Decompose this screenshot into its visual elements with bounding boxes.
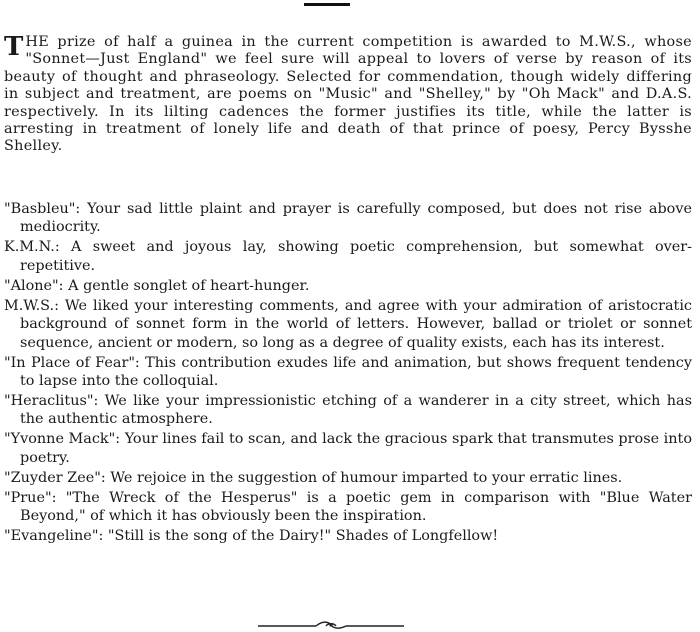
top-rule [304,3,350,6]
comment-mws: M.W.S.: We liked your interesting comments, and agree with your admiration of aristocratic background of sonnet form in the world of letters. However, ballad or triolet or sonnet sequence, ancient or modern, so long as a degree of quality exists, each has its interest. [4,297,692,351]
comment-evangeline: "Evangeline": "Still is the song of the Dairy!" Shades of Longfellow! [4,528,499,545]
ornament-divider [256,620,406,630]
comment-heraclitus: "Heraclitus": We like your impressionistic etching of a wanderer in a city street, which has the authentic atmosphere. [4,393,692,428]
comment-prue: "Prue": "The Wreck of the Hesperus" is a poetic gem in comparison with "Blue Water Beyond," of which it has obviously been the inspiration. [4,489,692,525]
intro-paragraph [4,34,692,156]
comment-zuyder-zee: "Zuyder Zee": We rejoice in the suggestion of humour imparted to your erratic lines. [4,469,623,486]
comment-basbleu: "Basbleu": Your sad little plaint and prayer is carefully composed, but does not rise above mediocrity. [4,201,692,236]
comment-in-place-of-fear: "In Place of Fear": This contribution exudes life and animation, but shows frequent tendency to lapse into the colloquial. [4,354,692,390]
intro-text: HE prize of half a guinea in the current competition is awarded to M.W.S., whose "Sonnet—Just England" we feel sure will appeal to lovers of verse by reason of its beauty of thought and phraseology. Selected for commendation, though widely differing in subject and treatment, are poems on "Music" and "Shelley," by "Oh Mack" and D.A.S. respectively. In its lilting cadences the former justifies its title, while the latter is arresting in treatment of lonely life and death of that prince of poesy, Percy Bysshe Shelley. [4,34,692,155]
comment-kmn: K.M.N.: A sweet and joyous lay, showing poetic comprehension, but somewhat over-repetitive. [4,239,692,274]
drop-cap: T [4,32,24,62]
comment-yvonne-mack: "Yvonne Mack": Your lines fail to scan, and lack the gracious spark that transmutes prose into poetry. [4,431,692,466]
comments-list [4,200,692,547]
comment-alone: "Alone": A gentle songlet of heart-hunger. [4,277,310,294]
